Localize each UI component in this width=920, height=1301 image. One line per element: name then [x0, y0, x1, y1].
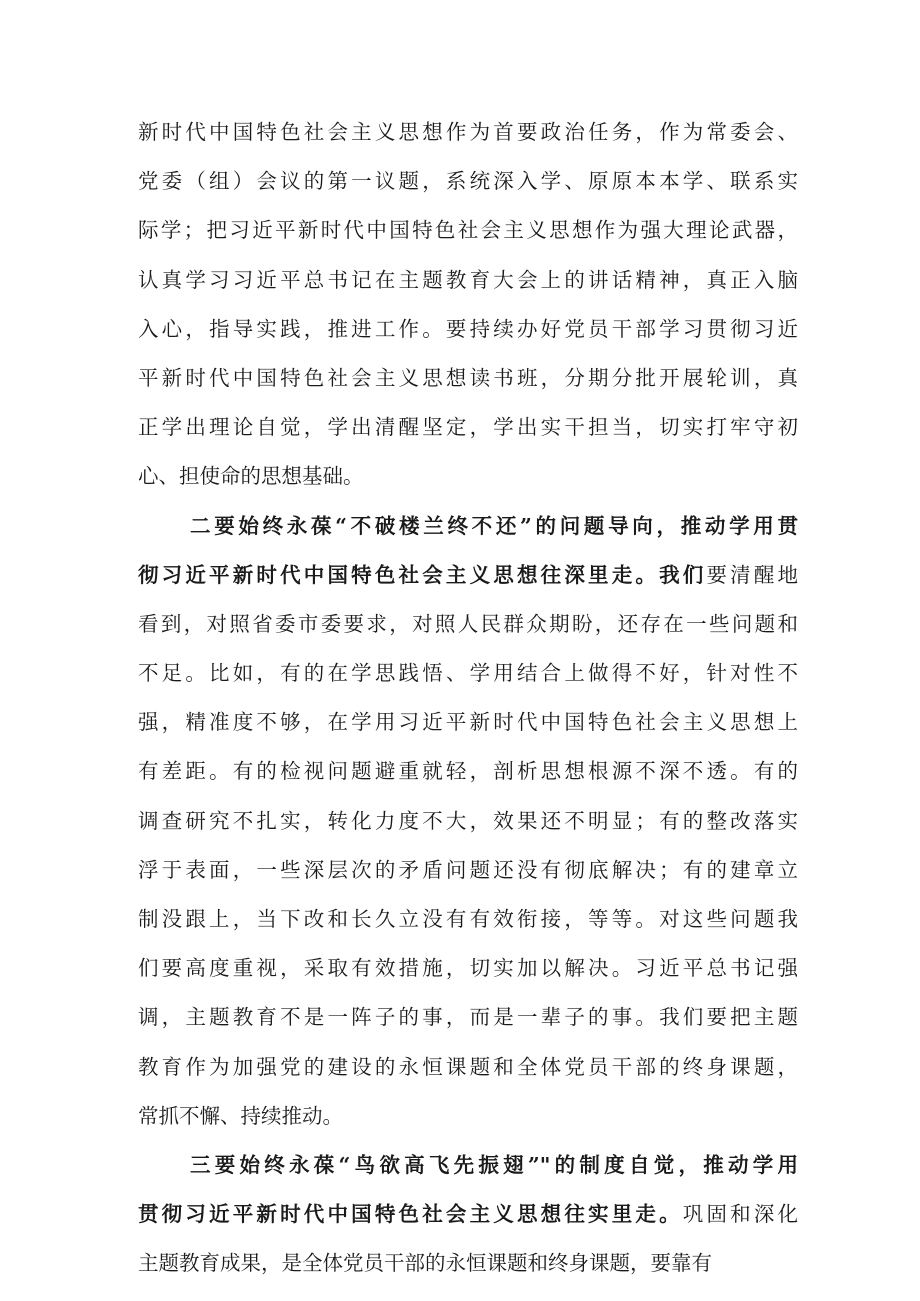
text-line — [138, 649, 798, 698]
body-text: 浮于表面，一些深层次的矛盾问题还没有彻底解决；有的建章立 — [138, 857, 798, 882]
body-text: 调，主题教育不是一阵子的事，而是一辈子的事。我们要把主题 — [138, 1005, 798, 1030]
body-text: 党委（组）会议的第一议题，系统深入学、原原本本学、联系实 — [138, 169, 798, 194]
body-text: 常抓不懈、持续推动。 — [138, 1103, 343, 1128]
body-text: 强，精准度不够，在学用习近平新时代中国特色社会主义思想上 — [138, 710, 798, 735]
body-text: 看到，对照省委市委要求，对照人民群众期盼，还存在一些问题和 — [138, 611, 798, 636]
text-line — [138, 895, 798, 944]
text-line — [138, 747, 798, 796]
text-line — [138, 551, 798, 600]
body-text: 新时代中国特色社会主义思想作为首要政治任务，作为常委会、 — [138, 120, 798, 144]
body-text: 主题教育成果，是全体党员干部的永恒课题和终身课题，要靠有 — [138, 1251, 712, 1276]
body-text: 巩固和深化 — [682, 1202, 798, 1227]
text-line — [138, 1092, 798, 1141]
body-text: 心、担使命的思想基础。 — [138, 464, 364, 489]
bold-text: 彻习近平新时代中国特色社会主义思想往深里走。我们 — [138, 562, 707, 587]
text-line — [138, 206, 798, 255]
text-line — [138, 305, 798, 354]
body-text: 制没跟上，当下改和长久立没有有效衔接，等等。对这些问题我 — [138, 907, 798, 931]
body-text: 入心，指导实践，推进工作。要持续办好党员干部学习贯彻习近 — [138, 316, 798, 341]
text-line — [138, 698, 798, 747]
document-body — [138, 108, 798, 1289]
text-line — [138, 1043, 798, 1092]
body-text: 调查研究不扎实，转化力度不大，效果还不明显；有的整改落实 — [138, 808, 798, 833]
text-line — [138, 502, 798, 551]
text-line — [138, 797, 798, 846]
body-text: 教育作为加强党的建设的永恒课题和全体党员干部的终身课题， — [138, 1054, 798, 1079]
text-line — [138, 1239, 798, 1288]
paragraph-3 — [138, 1141, 798, 1289]
paragraph-1 — [138, 108, 798, 502]
text-line — [138, 993, 798, 1042]
text-line — [138, 256, 798, 305]
text-line — [138, 600, 798, 649]
text-line — [138, 1141, 798, 1190]
text-line — [138, 1190, 798, 1239]
body-text: 有差距。有的检视问题避重就轻，剖析思想根源不深不透。有的 — [138, 759, 798, 784]
bold-text: 二要始终永葆“不破楼兰终不还”的问题导向，推动学用贯 — [190, 513, 798, 538]
text-line — [138, 403, 798, 452]
body-text: 们要高度重视，采取有效措施，切实加以解决。习近平总书记强 — [138, 956, 798, 981]
text-line — [138, 846, 798, 895]
body-text: 际学；把习近平新时代中国特色社会主义思想作为强大理论武器， — [138, 218, 798, 243]
text-line — [138, 452, 798, 501]
body-text: 正学出理论自觉，学出清醒坚定，学出实干担当，切实打牢守初 — [138, 415, 798, 440]
body-text: 要清醒地 — [706, 562, 798, 587]
text-line — [138, 157, 798, 206]
text-line — [138, 354, 798, 403]
body-text: 平新时代中国特色社会主义思想读书班，分期分批开展轮训，真 — [138, 365, 798, 390]
paragraph-2 — [138, 502, 798, 1141]
bold-text: 三要始终永葆“鸟欲高飞先振翅”"的制度自觉，推动学用 — [190, 1152, 798, 1177]
text-line — [138, 108, 798, 157]
body-text: 不足。比如，有的在学思践悟、学用结合上做得不好，针对性不 — [138, 661, 798, 686]
body-text: 认真学习习近平总书记在主题教育大会上的讲话精神，真正入脑 — [138, 267, 798, 292]
bold-text: 贯彻习近平新时代中国特色社会主义思想往实里走。 — [138, 1202, 683, 1227]
text-line — [138, 944, 798, 993]
